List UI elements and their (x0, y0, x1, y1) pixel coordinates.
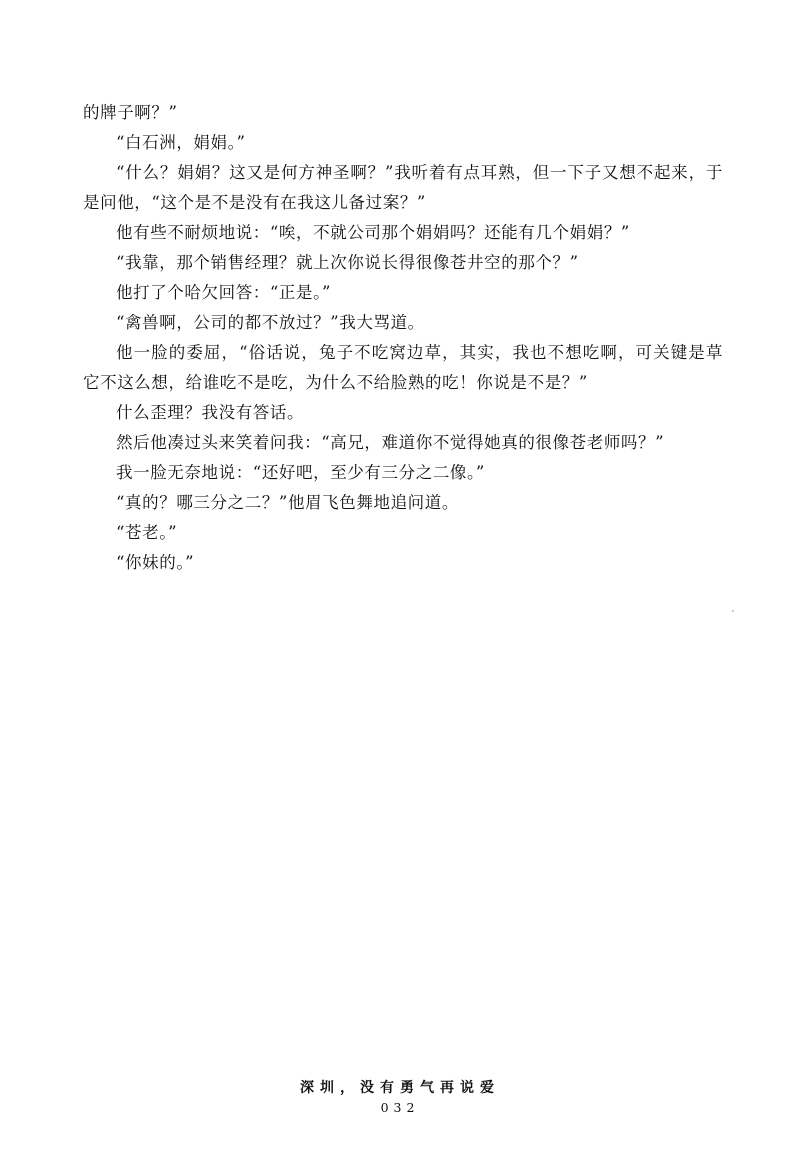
body-text (83, 98, 723, 578)
paragraph: 什么歪理？我没有答话。 (116, 403, 305, 422)
paragraph: “苍老。” (116, 523, 178, 542)
paragraph: “真的？哪三分之二？”他眉飞色舞地追问道。 (116, 493, 459, 512)
paragraph: “禽兽啊，公司的都不放过？”我大骂道。 (116, 313, 425, 332)
paragraph: 他打了个哈欠回答：“正是。” (116, 283, 332, 302)
paragraph: 我一脸无奈地说：“还好吧，至少有三分之二像。” (116, 463, 485, 482)
page-number: 032 (380, 1100, 420, 1115)
paragraph: “什么？娟娟？这又是何方神圣啊？”我听着有点耳熟，但一下子又想不起来，于是问他，“这个是不是没有在我这儿备过案？” (83, 163, 723, 212)
running-footer-title: 深圳，没有勇气再说爱 (300, 1080, 500, 1096)
paragraph: “你妹的。” (116, 553, 195, 572)
paragraph: “白石洲，娟娟。” (116, 133, 246, 152)
paragraph: 然后他凑过头来笑着问我：“高兄，难道你不觉得她真的很像苍老师吗？” (116, 433, 665, 452)
paragraph: 的牌子啊？” (83, 103, 178, 122)
paragraph: 他有些不耐烦地说：“唉，不就公司那个娟娟吗？还能有几个娟娟？” (116, 223, 630, 242)
scan-speck (732, 610, 734, 612)
paragraph: 他一脸的委屈，“俗话说，兔子不吃窝边草，其实，我也不想吃啊，可关键是草它不这么想，给谁吃不是吃，为什么不给脸熟的吃！你说是不是？” (83, 343, 723, 392)
paragraph: “我靠，那个销售经理？就上次你说长得很像苍井空的那个？” (116, 253, 579, 272)
